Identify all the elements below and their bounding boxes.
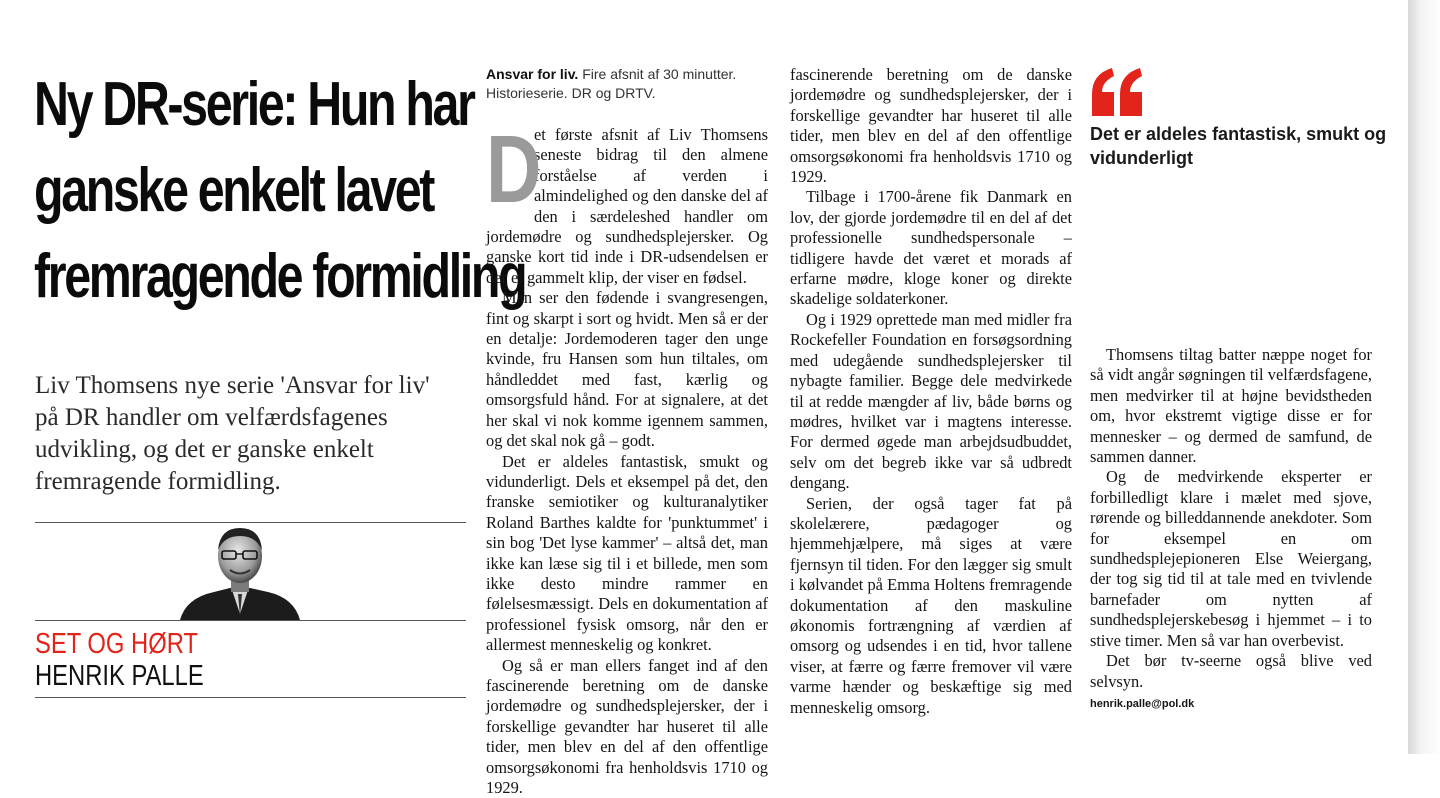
article-column-2 bbox=[790, 65, 1072, 718]
article-column-3 bbox=[1090, 345, 1372, 712]
lead-paragraph: Liv Thomsens nye serie 'Ansvar for liv' på DR handler om velfærdsfagenes udvikling, og det er ganske enkelt fremragende formidling. bbox=[35, 372, 430, 495]
paragraph-continued: fascinerende beretning om de danske jordemødre og sundhedsplejersker, der i forskellige gevandter har huseret til alle tider, men blev en del af den offentlige omsorgsøkonomi fra henholdsvis 1710 og 1929. bbox=[790, 65, 1072, 187]
divider bbox=[35, 697, 466, 698]
show-details: Fire afsnit af 30 minutter. Historieserie. DR og DRTV. bbox=[486, 66, 737, 101]
paragraph: Og i 1929 oprettede man med midler fra Rockefeller Foundation en forsøgsordning med udegående sundhedsplejersker til nybagte familier. Begge dele medvirkede til at redde mængder af liv, både børns og mødres, hvilket var i magtens interesse. For dermed øgede man arbejdsudbuddet, selv om det begreb ikke var så udbredt dengang. bbox=[790, 309, 1072, 493]
paragraph: Serien, der også tager fat på skolelærere, pædagoger og hjemmehjælpere, må siges at være fjernsyn til tiden. For den lægger sig smult i kølvandet på Emma Holtens fremragende dokumentation af den maskuline økonomis fortrængning af værdien af omsorg og udsendes i en tid, hvor tallene viser, at færre og færre fremover vil være varme hænder og beskæftige sig med menneskelig omsorg. bbox=[790, 493, 1072, 717]
author-name: HENRIK PALLE bbox=[35, 660, 204, 692]
paragraph: Og de medvirkende eksperter er forbilledligt klare i mælet med sjove, rørende og billeddannende anekdoter. Som for eksempel en om sundhedsplejepioneren Else Weiergang, der tog sig tid til at tale med en tvivlende barnefader om nytten af sundhedsplejerskebesøg i hjemmet – i to stive timer. Men så var han overbevist. bbox=[1090, 467, 1372, 650]
divider bbox=[35, 620, 466, 621]
headline-line: ganske enkelt lavet bbox=[34, 156, 434, 225]
author-portrait bbox=[176, 524, 304, 620]
show-title: Ansvar for liv. bbox=[486, 66, 579, 82]
headline-line: fremragende formidling bbox=[34, 242, 526, 311]
author-email[interactable]: henrik.palle@pol.dk bbox=[1090, 697, 1195, 710]
paragraph: Det er aldeles fantastisk, smukt og vidunderligt. Dels et eksempel på det, den franske semiotiker og kulturanalytiker Roland Barthes kaldte for 'punktummet' i sin bog 'Det lyse kammer' – altså det, man ikke kan læse sig til i et billede, men som ikke desto mindre rammer en følelsesmæssigt. Dels en dokumentation af professionel fysisk omsorg, når den er allermest menneskelig og konkret. bbox=[486, 451, 768, 655]
paragraph: Tilbage i 1700-årene fik Danmark en lov, der gjorde jordemødre til en del af det professionelle sundhedspersonale – tidligere havde det været et morads af erfarne mødre, kloge koner og direkte skadelige soldaterkoner. bbox=[790, 187, 1072, 309]
column-kicker: SET OG HØRT bbox=[35, 628, 198, 660]
paragraph: Det bør tv-seerne også blive ved selvsyn. bbox=[1090, 651, 1372, 691]
quote-mark-icon bbox=[1090, 66, 1146, 118]
paragraph: Thomsens tiltag batter næppe noget for så vidt angår søgningen til velfærdsfagene, men medvirker til at højne bevidstheden om, hvor ekstremt vigtige disse er for mennesker – og dermed de samfund, de sammen danner. bbox=[1090, 345, 1372, 467]
pull-quote: Det er aldeles fantastisk, smukt og vidunderligt bbox=[1090, 124, 1387, 168]
headline-line: Ny DR-serie: Hun har bbox=[34, 70, 474, 139]
page-edge bbox=[1408, 0, 1440, 754]
review-info bbox=[486, 65, 768, 103]
paragraph: Man ser den fødende i svangresengen, fint og skarpt i sort og hvidt. Men så er der en detalje: Jordemoderen tager den unge kvinde, fru Hansen som hun tiltales, om håndleddet med fast, kærlig og omsorgsfuld hånd. For at signalere, at det her skal vi nok komme igennem sammen, og det skal nok gå – godt. bbox=[486, 288, 768, 451]
headline bbox=[34, 62, 526, 320]
paragraph: et første afsnit af Liv Thomsens seneste bidrag til den almene forståelse af verden i almindelighed og den danske del af den i særdeleshed handler om jordemødre og sundhedsplejersker. Og ganske kort tid inde i DR-udsendelsen er der et gammelt klip, der viser en fødsel. bbox=[486, 125, 768, 287]
divider bbox=[35, 522, 466, 523]
paragraph: Og så er man ellers fanget ind af den fascinerende beretning om de danske jordemødre og sundhedsplejersker, der i forskellige gevandter har huseret til alle tider, men blev en del af den offentlige omsorgsøkonomi fra henholdsvis 1710 og 1929. bbox=[486, 655, 768, 797]
article-column-1 bbox=[486, 65, 768, 797]
drop-cap: D bbox=[486, 116, 542, 223]
